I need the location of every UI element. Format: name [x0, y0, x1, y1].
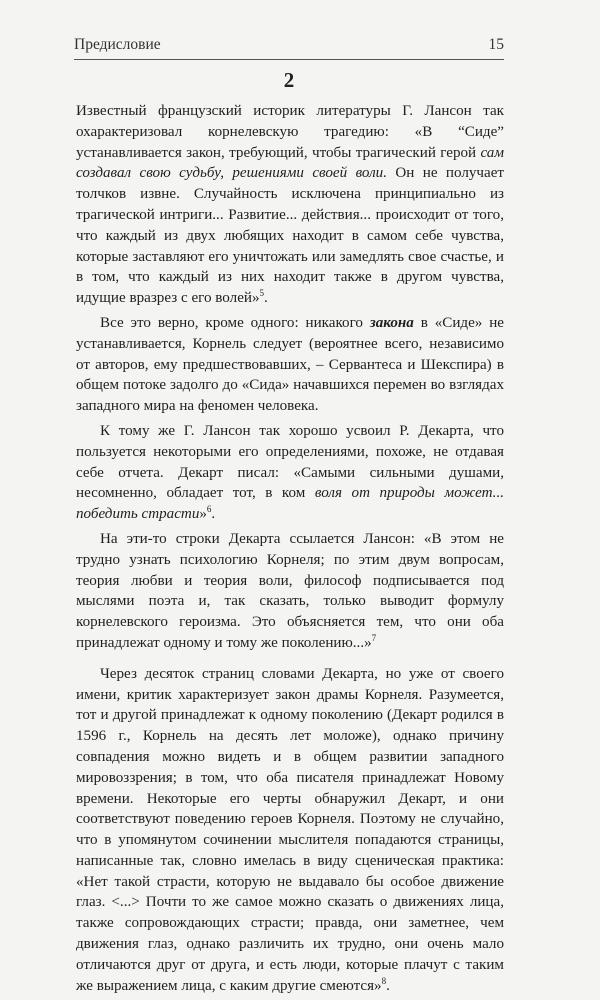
paragraph-2 [76, 313, 504, 417]
paragraph-5 [76, 664, 504, 997]
p2-text-1: Все это верно, кроме одного: никакого [100, 314, 370, 331]
footnote-ref-7[interactable]: 7 [371, 632, 377, 643]
p3-italic: воля от природы может... победить страсти [76, 485, 504, 523]
p2-text-2: в «Сиде» не устанавливается, Корнель следует (вероятнее всего, независимо от авторов, ему предшествовавших, – Сервантеса и Шекспира) в общем потоке задолго до «Сида» начавшихся перемен во взглядах западного мира на феномен человека. [76, 314, 504, 415]
running-header [74, 36, 504, 54]
paragraph-4 [76, 529, 504, 654]
p3-text-3: . [211, 506, 216, 523]
p5-text-2: . [386, 977, 390, 994]
body-text [76, 101, 504, 1000]
paragraph-3 [76, 421, 504, 525]
p3-text-1: К тому же Г. Лансон так хорошо усвоил Р. Декарта, что пользуется некоторыми его определениями, похоже, не отдавая себе отчета. Декарт писал: «Самыми сильными душами, несомненно, обладает тот, в ком [76, 422, 504, 502]
running-header-title: Предисловие [74, 36, 161, 53]
p1-text-3: . [264, 290, 268, 307]
p1-text-2: Он не получает толчков извне. Случайность исключена принципиально из трагической интриги... Развитие... действия... происходит от того, что каждый из двух любящих находит в самом себе чувства, которые заставляют его уничтожать или замедлять свое счастье, и в том, что каждый из них находит также в другом чувства, идущие вразрез с его волей» [76, 165, 504, 307]
p4-text-1: На эти-то строки Декарта ссылается Лансон: «В этом не трудно узнать психологию Корнеля; по этим двум вопросам, теория любви и теория воли, философ подписывается под мыслями поэта и, так сказать, только выводит формулу корнелевского героизма. Это объясняется тем, что они оба принадлежат одному и тому же поколению...» [76, 530, 504, 651]
section-number: 2 [283, 68, 295, 92]
p1-italic: сам создавал свою судьбу, решениями своей воли. [76, 144, 504, 182]
p2-bold-italic: закона [369, 314, 414, 331]
header-rule [74, 59, 504, 60]
p3-text-2: » [199, 506, 207, 523]
paragraph-1 [76, 101, 504, 309]
footnote-ref-6[interactable]: 6 [206, 504, 212, 515]
page-number: 15 [488, 36, 504, 53]
footnote-ref-5[interactable]: 5 [259, 288, 265, 299]
p5-text-1: Через десяток страниц словами Декарта, но уже от своего имени, критик характеризует закон драмы Корнеля. Разумеется, тот и другой принадлежат к одному поколению (Декарт родился в 1596 г., Корнель на десять лет моложе), однако причину совпадения можно видеть и в общем развитии западного мировоззрения; в том, что оба писателя принадлежат Новому времени. Некоторые его черты обнаружил Декарт, и они соответствуют поведению героев Корнеля. Поэтому не случайно, что в упомянутом сочинении мыслителя попадаются страницы, написанные так, словно имелась в виду сценическая практика: «Нет такой страсти, которую не выдавало бы особое движение глаз. <...> Почти то же самое можно сказать о движениях лица, также сопровождающих страсти; правда, они заметнее, чем движения глаз, однако различить их трудно, они очень мало отличаются друг от друга, и есть люди, которые плачут с таким же выражением лица, с каким другие смеются» [76, 665, 504, 994]
footnote-ref-8[interactable]: 8 [381, 975, 387, 986]
p1-text-1: Известный французский историк литературы Г. Лансон так охарактеризовал корнелевскую трагедию: «В “Сиде” устанавливается закон, требующий, чтобы трагический герой [76, 103, 504, 161]
